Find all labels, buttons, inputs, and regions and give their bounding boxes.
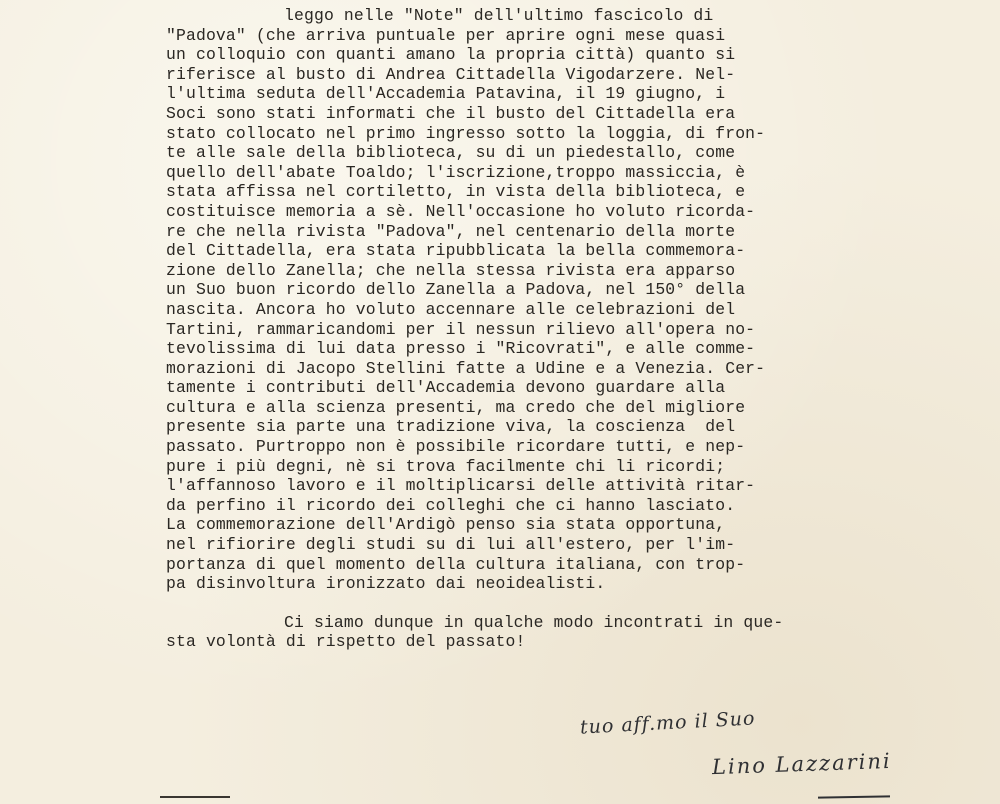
handwritten-signature: Lino Lazzarini [711, 748, 892, 780]
text-line: zione dello Zanella; che nella stessa rivista era apparso [166, 260, 736, 280]
text-line: portanza di quel momento della cultura italiana, con trop- [166, 554, 746, 574]
text-line: presente sia parte una tradizione viva, la coscienza del [166, 417, 736, 437]
paragraph-1 [166, 6, 896, 594]
text-line: tevolissima di lui data presso i "Ricovrati", e alle comme- [166, 339, 756, 359]
text-line: tamente i contributi dell'Accademia devono guardare alla [166, 378, 726, 398]
letter-body [166, 6, 896, 652]
signature-underline [818, 795, 890, 798]
text-line: stata affissa nel cortiletto, in vista della biblioteca, e [166, 182, 746, 202]
text-line: Tartini, rammaricandomi per il nessun rilievo all'opera no- [166, 319, 756, 339]
text-line: stato collocato nel primo ingresso sotto la loggia, di fron- [166, 123, 766, 143]
text-line: nascita. Ancora ho voluto accennare alle celebrazioni del [166, 299, 736, 319]
text-line: riferisce al busto di Andrea Cittadella Vigodarzere. Nel- [166, 64, 736, 84]
text-line: te alle sale della biblioteca, su di un piedestallo, come [166, 143, 736, 163]
text-line: sta volontà di rispetto del passato! [166, 632, 526, 652]
text-line: un Suo buon ricordo dello Zanella a Padova, nel 150° della [166, 280, 746, 300]
text-line: passato. Purtroppo non è possibile ricordare tutti, e nep- [166, 437, 746, 457]
text-line: pa disinvoltura ironizzato dai neoidealisti. [166, 574, 606, 594]
text-line: cultura e alla scienza presenti, ma credo che del migliore [166, 397, 746, 417]
text-line: nel rifiorire degli studi su di lui all'estero, per l'im- [166, 535, 736, 555]
text-line: l'affannoso lavoro e il moltiplicarsi delle attività ritar- [166, 476, 756, 496]
bottom-rule [160, 796, 230, 798]
paragraph-2 [166, 613, 896, 652]
handwritten-closing: tuo aff.mo il Suo [579, 707, 756, 739]
text-line: quello dell'abate Toaldo; l'iscrizione,troppo massiccia, è [166, 162, 746, 182]
text-line: del Cittadella, era stata ripubblicata la bella commemora- [166, 241, 746, 261]
text-line: re che nella rivista "Padova", nel centenario della morte [166, 221, 736, 241]
text-line: Soci sono stati informati che il busto del Cittadella era [166, 103, 736, 123]
text-line: La commemorazione dell'Ardigò penso sia stata opportuna, [166, 515, 726, 535]
text-line: leggo nelle "Note" dell'ultimo fascicolo di [284, 6, 714, 25]
text-line: pure i più degni, nè si trova facilmente chi li ricordi; [166, 456, 726, 476]
text-line: costituisce memoria a sè. Nell'occasione ho voluto ricorda- [166, 201, 756, 221]
text-line: "Padova" (che arriva puntuale per aprire ogni mese quasi [166, 25, 726, 45]
paragraph-gap [166, 594, 896, 613]
text-line: l'ultima seduta dell'Accademia Patavina, il 19 giugno, i [166, 84, 726, 104]
text-line: morazioni di Jacopo Stellini fatte a Udine e a Venezia. Cer- [166, 358, 766, 378]
text-line: un colloquio con quanti amano la propria città) quanto si [166, 45, 736, 65]
text-line: Ci siamo dunque in qualche modo incontrati in que- [284, 612, 784, 632]
text-line: da perfino il ricordo dei colleghi che ci hanno lasciato. [166, 495, 736, 515]
